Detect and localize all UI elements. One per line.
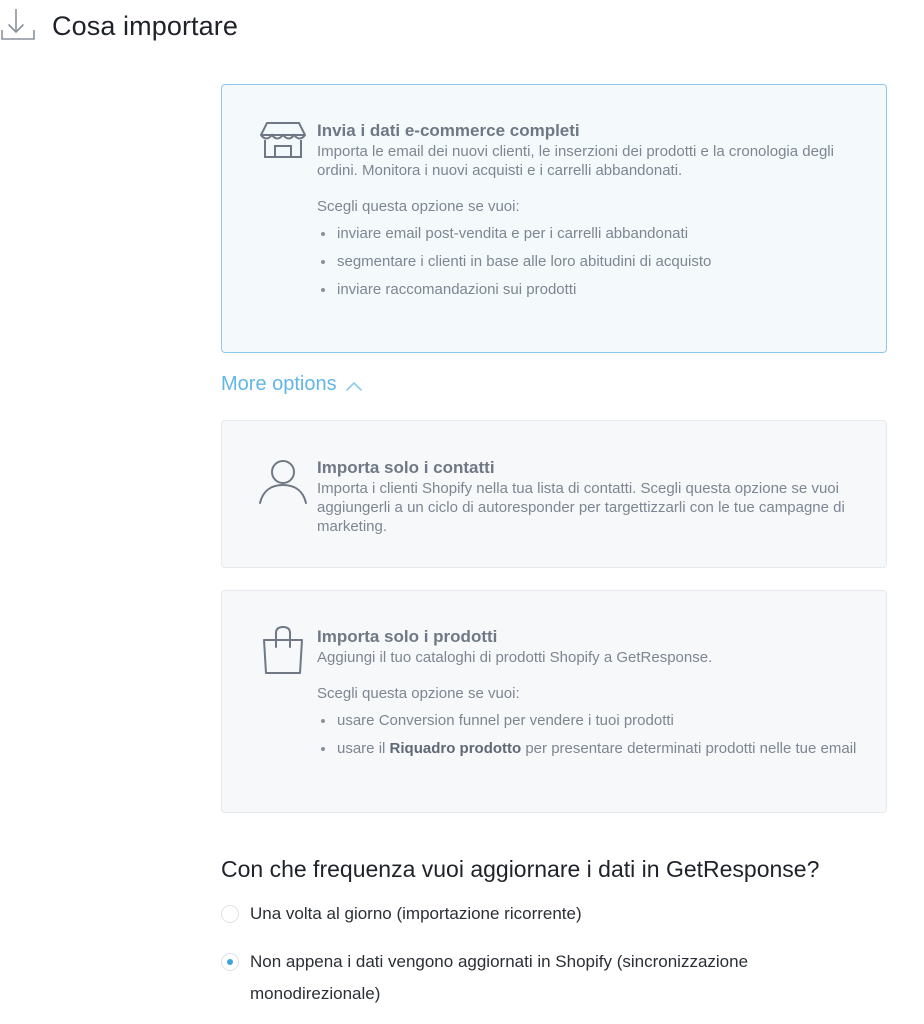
list-item: segmentare i clienti in base alle loro abitudini di acquisto — [317, 252, 862, 271]
more-options-label: More options — [221, 373, 337, 395]
chevron-up-icon — [345, 380, 363, 392]
option-card-products[interactable] — [221, 590, 887, 813]
option-card-contacts-body — [317, 457, 862, 536]
option-description: Importa i clienti Shopify nella tua lista di contatti. Scegli questa opzione se vuoi aggiungerli a un ciclo di autoresponder per targettizzarli con le tue campagne di marketing. — [317, 480, 845, 535]
option-card-ecommerce-body — [317, 120, 862, 308]
store-icon — [258, 117, 308, 167]
list-item: usare Conversion funnel per vendere i tuoi prodotti — [317, 711, 862, 730]
radio-label: Non appena i dati vengono aggiornati in Shopify (sincronizzazione monodirezionale) — [250, 952, 749, 1003]
option-card-contacts[interactable] — [221, 420, 887, 568]
option-card-products-body — [317, 626, 862, 767]
radio-button[interactable] — [221, 953, 239, 971]
option-title: Invia i dati e-commerce completi — [317, 121, 580, 140]
shopping-bag-icon — [258, 625, 308, 675]
radio-label: Una volta al giorno (importazione ricorrente) — [250, 904, 582, 923]
download-icon — [0, 6, 44, 46]
option-card-ecommerce[interactable] — [221, 84, 887, 353]
section-title: Cosa importare — [52, 10, 238, 41]
option-title: Importa solo i prodotti — [317, 627, 498, 646]
radio-button[interactable] — [221, 905, 239, 923]
choose-label: Scegli questa opzione se vuoi: — [317, 685, 520, 702]
benefit-list — [317, 224, 862, 299]
section-header — [0, 6, 238, 46]
more-options-toggle[interactable] — [221, 373, 363, 396]
option-title: Importa solo i contatti — [317, 458, 495, 477]
option-description: Aggiungi il tuo cataloghi di prodotti Shopify a GetResponse. — [317, 649, 713, 666]
list-item-bold: Riquadro prodotto — [389, 740, 522, 757]
list-item — [317, 739, 862, 758]
user-icon — [258, 457, 308, 507]
choose-label: Scegli questa opzione se vuoi: — [317, 198, 520, 215]
frequency-option-sync[interactable] — [221, 946, 840, 1010]
list-item: inviare email post-vendita e per i carrelli abbandonati — [317, 224, 862, 243]
frequency-option-daily[interactable] — [221, 898, 840, 930]
option-description: Importa le email dei nuovi clienti, le inserzioni dei prodotti e la cronologia degli ordini. Monitora i nuovi acquisti e i carrelli abbandonati. — [317, 143, 834, 179]
benefit-list — [317, 711, 862, 758]
frequency-title: Con che frequenza vuoi aggiornare i dati in GetResponse? — [221, 856, 820, 882]
list-item-prefix: usare il — [337, 740, 386, 757]
list-item-suffix: per presentare determinati prodotti nelle tue email — [525, 740, 857, 757]
list-item: inviare raccomandazioni sui prodotti — [317, 280, 862, 299]
